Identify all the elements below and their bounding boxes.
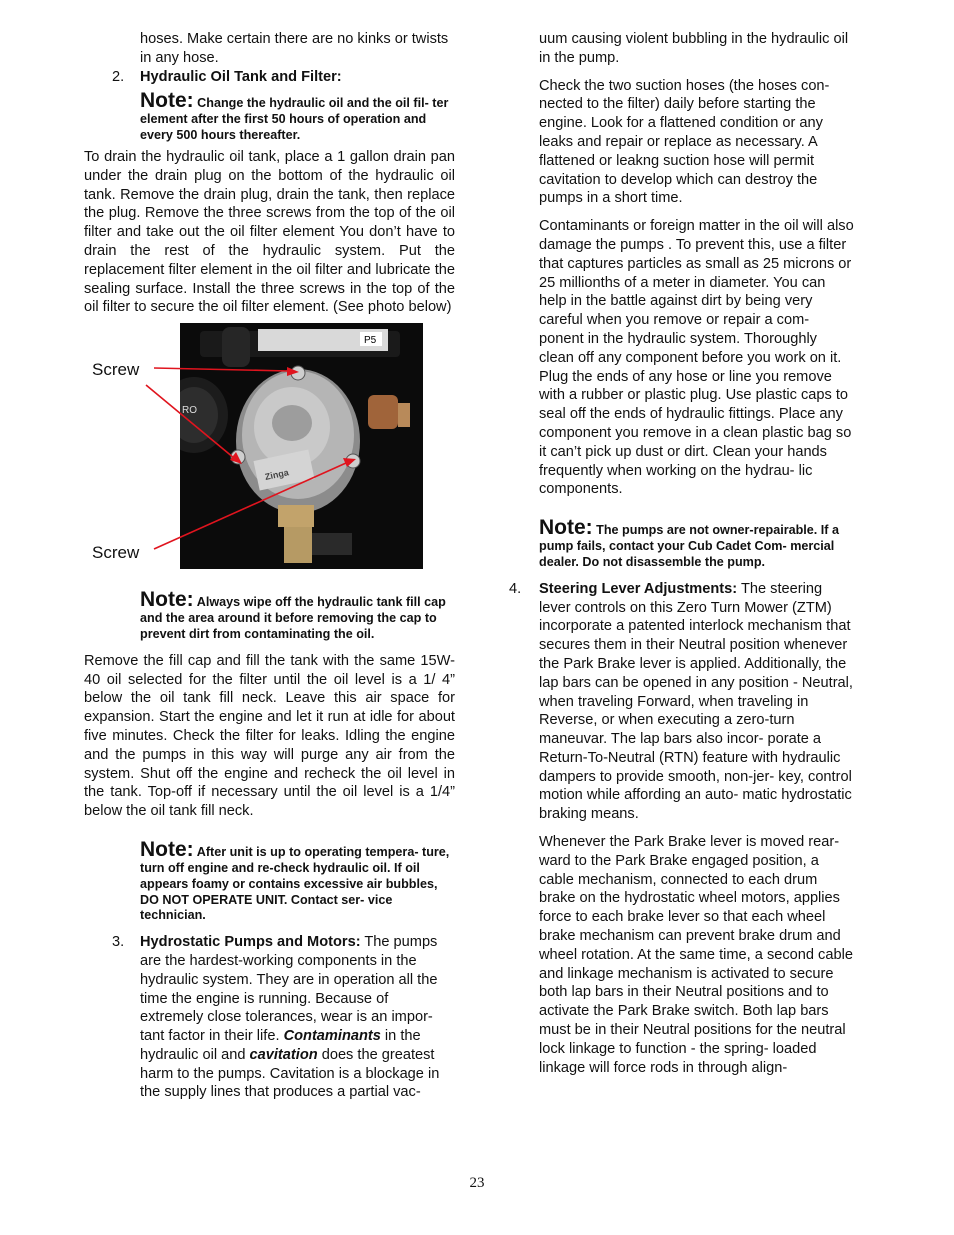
continuation-paragraph: uum causing violent bubbling in the hydraulic oil in the pump.: [539, 31, 849, 66]
filter-brand: Zinga: [264, 467, 290, 483]
item-3: [84, 933, 455, 1102]
note-pumps: [539, 517, 854, 571]
item-3-text-1: The pumps are the hardest-working components in the hydraulic system. They are in operation all the time the engine is running. Because of extremely close tolerances, wear is an impor- tant factor in their life.: [140, 934, 438, 1045]
item-4: [509, 580, 854, 824]
item-3-title: Hydrostatic Pumps and Motors:: [140, 934, 361, 951]
decal-text: P5: [364, 335, 377, 347]
item-2-number: 2.: [112, 68, 125, 85]
item-3-text-2: in the hydraulic oil and: [140, 1028, 421, 1063]
park-brake-paragraph: Whenever the Park Brake lever is moved rear- ward to the Park Brake engaged position, a cable mechanism, connected to each drum brake on the hydrostatic wheel motors, applies force to each brake lever so that each wheel brake mechanism can prevent brake drum and wheel rotation. At the same time, a second cable and linkage mechanism is activated to secure both lap bars in their Neutral positions and to activate the Park Brake switch. Both lap bars must be in their Neutral positions for the neutral lock linkage to function - the spring- loaded linkage will force rods in through align-: [539, 834, 853, 1076]
item-3-emphasis-contaminants: Contaminants: [283, 1028, 381, 1045]
filter-photo-figure: [84, 323, 455, 585]
item-2-heading: [84, 68, 455, 87]
item-2-title: Hydraulic Oil Tank and Filter:: [140, 68, 342, 85]
right-column: [509, 30, 854, 1077]
item-4-title: Steering Lever Adjustments:: [539, 580, 738, 597]
hoses-paragraph: hoses. Make certain there are no kinks or twists in any hose.: [140, 31, 449, 66]
note-label: Note:: [140, 89, 194, 113]
page-number: 23: [469, 1175, 485, 1191]
drain-paragraph: To drain the hydraulic oil tank, place a 1 gallon drain pan under the drain plug on the bottom of the hydraulic oil tank. Remove the drain plug, drain the tank, then replace the plug. Remove the three screws from the top of the oil filter and take out the oil filter element You don’t have to drain the rest of the hydraulic system. Put the replacement filter element in the oil filter and lubricate the sealing surface. Install the three screws in the top of the oil filter to secure the oil filter element. (See photo below): [84, 148, 455, 316]
item-3-emphasis-cavitation: cavitation: [249, 1046, 318, 1063]
item-3-text-3: does the greatest harm to the pumps. Cavitation is a blockage in the supply lines that produces a partial vac-: [140, 1046, 440, 1101]
note-label: Note:: [140, 588, 194, 612]
note-text: Always wipe off the hydraulic tank fill cap and the area around it before removing the cap to prevent dirt from contaminating the oil.: [140, 595, 446, 641]
note-text: Change the hydraulic oil and the oil fil- ter element after the first 50 hours of operation and every 500 hours thereafter.: [140, 96, 449, 143]
note-text: The pumps are not owner-repairable. If a pump fails, contact your Cub Cadet Com- mercial dealer. Do not disassemble the pump.: [539, 523, 840, 569]
note-label: Note:: [140, 837, 194, 861]
item-3-number: 3.: [112, 934, 125, 951]
left-column: [84, 30, 455, 1102]
screw-arrows: [84, 323, 384, 585]
suction-hose-paragraph: Check the two suction hoses (the hoses con- nected to the filter) daily before starting the engine. Look for a flattened condition or any leaks and repair or replace as necessary. A flattened or leakng suction hose will permit cavitation to develop which can destroy the pumps in a short time.: [539, 77, 830, 207]
note-text: After unit is up to operating tempera- ture, turn off engine and re-check hydraulic oil. If oil appears foamy or contains excessive air bubbles, DO NOT OPERATE UNIT. Contact ser- vice technician.: [140, 844, 450, 923]
fill-paragraph: Remove the fill cap and fill the tank with the same 15W-40 oil selected for the filter until the oil level is a 1/ 4” below the oil tank fill neck. Leave this air space for expansion. Start the engine and let it run at idle for about five minutes. Check the filter for leaks. Idling the engine and the pumps in this way will purge any air from the system. Shut off the engine and recheck the oil level in the tank. Top-off if necessary until the oil level is a 1/4” below the oil tank fill neck.: [84, 652, 455, 820]
note-oil-change: [140, 90, 455, 144]
item-4-number: 4.: [509, 580, 522, 597]
note-wipe-cap: [140, 589, 455, 643]
contaminants-paragraph: Contaminants or foreign matter in the oil will also damage the pumps . To prevent this, use a filter that captures particles as small as 25 microns or 25 millionths of a meter in diameter. You can help in the battle against dirt by being very careful when you remove or repair a com- ponent in the hydraulic system. Thoroughly clean off any component before you work on it. Plug the ends of any hose or line you remove with a rubber or plastic plug. Use plastic caps to seal off the ends of hydraulic fittings. Place any component you remove in a clean plastic bag so it can’t pick up dust or dirt. Clean your hands frequently when working on the hydrau- lic components.: [539, 218, 854, 498]
screw-label-top: Screw: [92, 360, 140, 380]
svg-text:RO: RO: [182, 405, 197, 417]
item-4-text: The steering lever controls on this Zero Turn Mower (ZTM) incorporate a patented interlock mechanism that secures them in their Neutral position whenever the Park Brake lever is applied. Additionally, the lap bars can be opened in any position - Neutral, when traveling Forward, when traveling in Reverse, or when executing a zero-turn maneuvar. The lap bars also incor- porate a Return-To-Neutral (RTN) feature with hydraulic dampers to provide smooth, non-jer- key, control motion while affording an auto- matic hydrostatic braking means.: [539, 580, 853, 823]
note-operating-temp: [140, 839, 455, 924]
screw-label-bottom: Screw: [92, 543, 140, 563]
note-label: Note:: [539, 516, 593, 540]
